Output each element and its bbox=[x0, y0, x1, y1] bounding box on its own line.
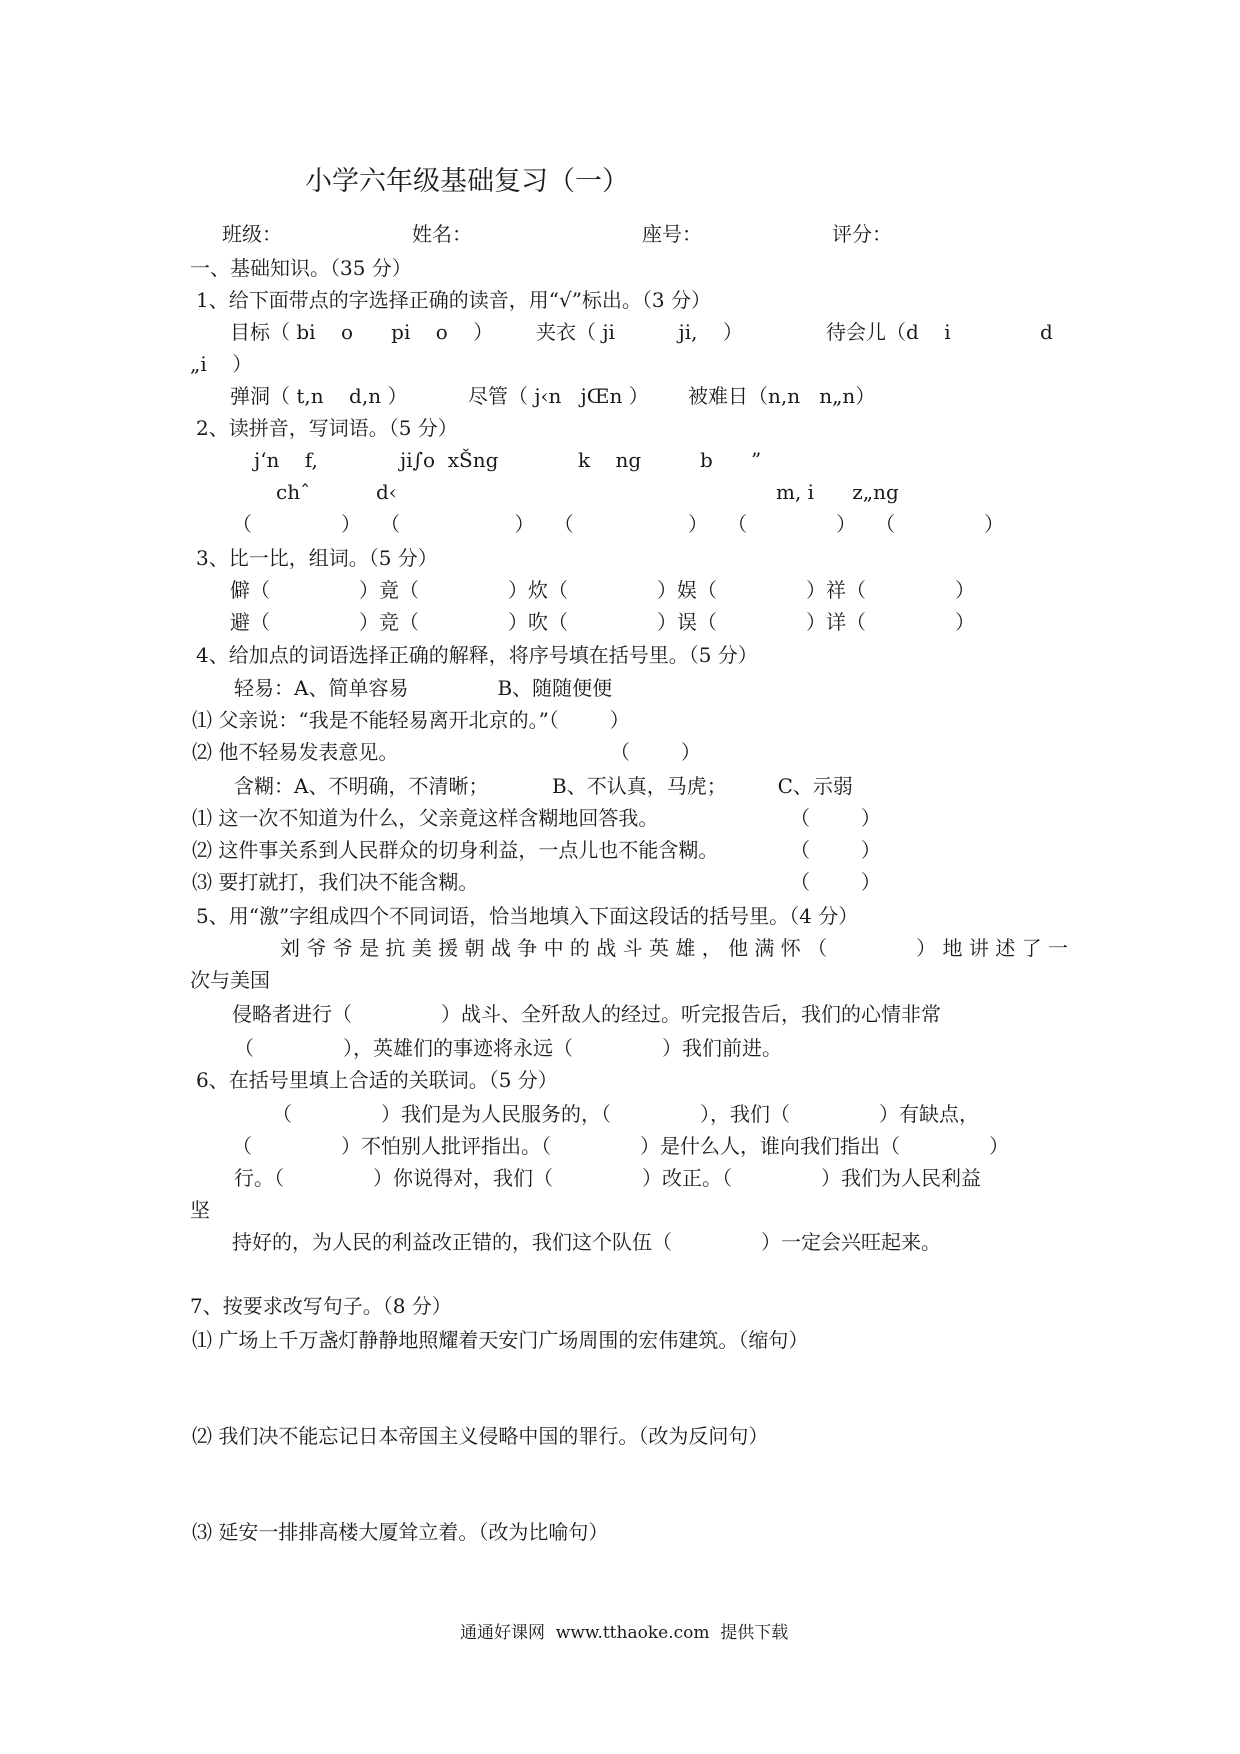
q1-item-jinguan: 尽管（ j‹n jŒn ） bbox=[468, 384, 649, 408]
q3-row-1: 僻（ ）竟（ ）炊（ ）娱（ ）祥（ ） bbox=[230, 578, 976, 602]
q4-definition-hanhu: 含糊：A、不明确，不清晰； B、不认真，马虎； C、示弱 bbox=[234, 774, 853, 798]
q7-sentence-3: ⑶ 延安一排排高楼大厦耸立着。（改为比喻句） bbox=[192, 1520, 609, 1544]
q1-item-beinanri: 被难日（n,n n„n） bbox=[688, 384, 876, 408]
q5-paragraph-line-3: （ ），英雄们的事迹将永远（ ）我们前进。 bbox=[234, 1036, 783, 1060]
pinyin-5: chˆ bbox=[276, 480, 311, 504]
footer-credit: 通通好课网 www.tthaoke.com 提供下载 bbox=[460, 1623, 789, 1643]
pinyin-3: k ng bbox=[578, 448, 642, 472]
section-heading: 一、基础知识。（35 分） bbox=[190, 256, 412, 280]
q4-sentence-4-blank: （ ） bbox=[790, 838, 881, 862]
question-2-stem: 2、读拼音，写词语。（5 分） bbox=[196, 416, 458, 440]
class-label: 班级： bbox=[222, 222, 282, 246]
pinyin-7: m, i z„ng bbox=[776, 480, 899, 504]
q4-sentence-5: ⑶ 要打就打，我们决不能含糊。 bbox=[192, 870, 479, 894]
q1-item-daihuier-wrap: „i ） bbox=[190, 352, 253, 376]
q1-item-daihuier-option: d bbox=[1040, 320, 1053, 344]
pinyin-6: d‹ bbox=[376, 480, 397, 504]
q6-paragraph-line-2: （ ）不怕别人批评指出。（ ）是什么人，谁向我们指出（ ） bbox=[232, 1134, 1010, 1158]
question-7-stem: 7、按要求改写句子。（8 分） bbox=[190, 1294, 452, 1318]
q6-paragraph-line-1: （ ）我们是为人民服务的，（ ），我们（ ）有缺点， bbox=[272, 1102, 980, 1126]
q1-item-mubiao: 目标（ bi o pi o ） bbox=[230, 320, 494, 344]
question-1-stem: 1、给下面带点的字选择正确的读音，用“√”标出。（3 分） bbox=[196, 288, 711, 312]
q4-sentence-3: ⑴ 这一次不知道为什么，父亲竟这样含糊地回答我。 bbox=[192, 806, 659, 830]
q6-paragraph-line-3-wrap: 坚 bbox=[190, 1198, 210, 1222]
page-title: 小学六年级基础复习（一） bbox=[305, 166, 629, 197]
q4-sentence-5-blank: （ ） bbox=[790, 870, 881, 894]
q1-item-dandong: 弹洞（ t,n d,n ） bbox=[230, 384, 408, 408]
question-5-stem: 5、用“激”字组成四个不同词语，恰当地填入下面这段话的括号里。（4 分） bbox=[196, 904, 859, 928]
q1-item-jiayi: 夹衣（ ji ji, ） bbox=[536, 320, 743, 344]
q4-sentence-1: ⑴ 父亲说：“我是不能轻易离开北京的。”（ ） bbox=[192, 708, 630, 732]
q7-sentence-1: ⑴ 广场上千万盏灯静静地照耀着天安门广场周围的宏伟建筑。（缩句） bbox=[192, 1328, 809, 1352]
name-label: 姓名： bbox=[412, 222, 472, 246]
score-label: 评分： bbox=[832, 222, 892, 246]
q5-paragraph-line-1: 刘 爷 爷 是 抗 美 援 朝 战 争 中 的 战 斗 英 雄 ， 他 满 怀 （ ） 地 讲 述 了 一 bbox=[280, 936, 1068, 960]
q7-sentence-2: ⑵ 我们决不能忘记日本帝国主义侵略中国的罪行。（改为反问句） bbox=[192, 1424, 769, 1448]
q4-sentence-3-blank: （ ） bbox=[790, 806, 881, 830]
question-4-stem: 4、给加点的词语选择正确的解释，将序号填在括号里。（5 分） bbox=[196, 643, 758, 667]
seat-label: 座号： bbox=[642, 222, 702, 246]
q2-answer-blanks: （ ） （ ） （ ） （ ） （ ） bbox=[232, 512, 1005, 536]
q4-definition-qingyi: 轻易：A、简单容易 B、随随便便 bbox=[234, 676, 613, 700]
q5-paragraph-line-1-wrap: 次与美国 bbox=[190, 968, 270, 992]
question-6-stem: 6、在括号里填上合适的关联词。（5 分） bbox=[196, 1068, 558, 1092]
q1-item-daihuier: 待会儿（d i bbox=[826, 320, 951, 344]
q4-sentence-4: ⑵ 这件事关系到人民群众的切身利益，一点儿也不能含糊。 bbox=[192, 838, 719, 862]
q4-sentence-2-blank: （ ） bbox=[610, 740, 701, 764]
question-3-stem: 3、比一比，组词。（5 分） bbox=[196, 546, 438, 570]
pinyin-1: j‘n f, bbox=[254, 448, 318, 472]
q4-sentence-2: ⑵ 他不轻易发表意见。 bbox=[192, 740, 399, 764]
pinyin-2: ji∫o xŠng bbox=[400, 448, 499, 472]
q5-paragraph-line-2: 侵略者进行（ ）战斗、全歼敌人的经过。听完报告后，我们的心情非常 bbox=[232, 1002, 942, 1026]
q6-paragraph-line-4: 持好的，为人民的利益改正错的，我们这个队伍（ ）一定会兴旺起来。 bbox=[232, 1230, 942, 1254]
q6-paragraph-line-3: 行。（ ）你说得对，我们（ ）改正。（ ）我们为人民利益 bbox=[234, 1166, 982, 1190]
pinyin-4: b ” bbox=[700, 448, 762, 472]
q3-row-2: 避（ ）竞（ ）吹（ ）误（ ）详（ ） bbox=[230, 610, 976, 634]
